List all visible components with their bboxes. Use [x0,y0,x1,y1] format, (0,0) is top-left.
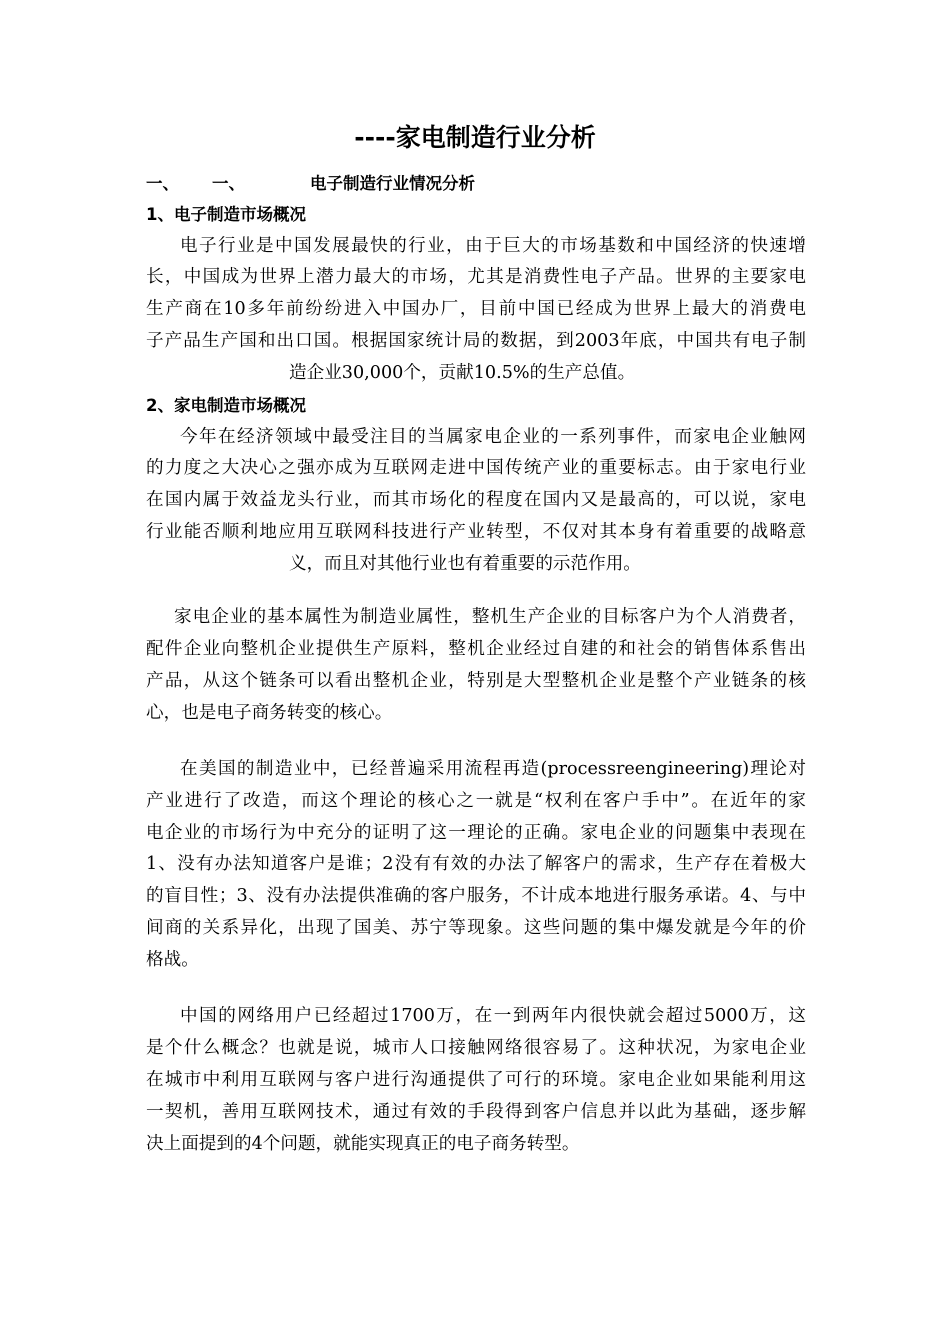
subsection-heading-1: 1、电子制造市场概况 [146,205,306,224]
paragraph-line: 中国的网络用户已经超过1700万，在一到两年内很快就会超过5000万，这 [180,1006,806,1026]
paragraph-line: 是个什么概念？也就是说，城市人口接触网络很容易了。这种状况，为家电企业 [146,1038,806,1058]
paragraph-line: 生产商在10多年前纷纷进入中国办厂，目前中国已经成为世界上最大的消费电 [146,299,806,319]
document-title: ----家电制造行业分析 [354,123,596,152]
paragraph-line: 间商的关系异化，出现了国美、苏宁等现象。这些问题的集中爆发就是今年的价 [146,918,806,938]
paragraph-line: 造企业30,000个，贡献10.5%的生产总值。 [289,363,636,383]
section-heading-text: 电子制造行业情况分析 [310,174,475,193]
section-number-repeat: 一、 [212,174,245,193]
paragraph-line: 的力度之大决心之强亦成为互联网走进中国传统产业的重要标志。由于家电行业 [146,458,806,478]
paragraph-line: 一契机，善用互联网技术，通过有效的手段得到客户信息并以此为基础，逐步解 [146,1102,806,1122]
paragraph-line: 决上面提到的4个问题，就能实现真正的电子商务转型。 [146,1134,580,1154]
paragraph-line: 1、没有办法知道客户是谁；2没有有效的办法了解客户的需求，生产存在着极大 [146,854,806,874]
paragraph-line: 电子行业是中国发展最快的行业，由于巨大的市场基数和中国经济的快速增 [180,236,806,256]
paragraph-line: 今年在经济领域中最受注目的当属家电企业的一系列事件，而家电企业触网 [180,427,806,447]
paragraph-line: 配件企业向整机企业提供生产原料，整机企业经过自建的和社会的销售体系售出 [146,639,806,659]
paragraph-line: 长，中国成为世界上潜力最大的市场，尤其是消费性电子产品。世界的主要家电 [146,267,806,287]
paragraph-line: 家电企业的基本属性为制造业属性，整机生产企业的目标客户为个人消费者， [174,607,806,627]
subsection-heading-2: 2、家电制造市场概况 [146,396,306,415]
paragraph-line: 义，而且对其他行业也有着重要的示范作用。 [289,554,641,574]
section-number: 一、 [146,174,179,193]
paragraph-line: 产品，从这个链条可以看出整机企业，特别是大型整机企业是整个产业链条的核 [146,671,806,691]
paragraph-line: 在国内属于效益龙头行业，而其市场化的程度在国内又是最高的，可以说，家电 [146,490,806,510]
paragraph-line: 在城市中利用互联网与客户进行沟通提供了可行的环境。家电企业如果能利用这 [146,1070,806,1090]
paragraph-line: 行业能否顺利地应用互联网科技进行产业转型，不仅对其本身有着重要的战略意 [146,522,806,542]
paragraph-line: 心，也是电子商务转变的核心。 [146,703,393,723]
paragraph-line: 子产品生产国和出口国。根据国家统计局的数据，到2003年底，中国共有电子制 [146,331,806,351]
paragraph-line: 的盲目性；3、没有办法提供准确的客户服务，不计成本地进行服务承诺。4、与中 [146,886,806,906]
paragraph-line: 格战。 [146,950,199,970]
paragraph-line: 产业进行了改造，而这个理论的核心之一就是“权利在客户手中”。在近年的家 [146,791,806,811]
paragraph-line: 电企业的市场行为中充分的证明了这一理论的正确。家电企业的问题集中表现在 [146,823,806,843]
paragraph-line: 在美国的制造业中，已经普遍采用流程再造(processreengineering)理论对 [180,759,806,779]
